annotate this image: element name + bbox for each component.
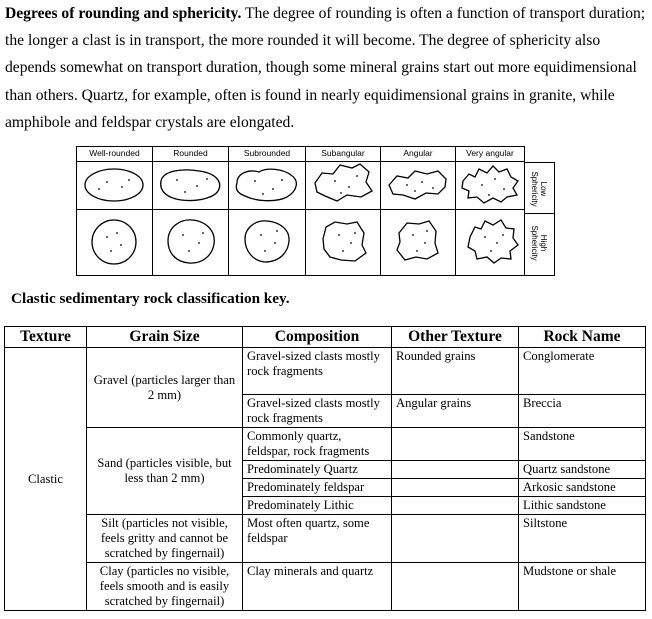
classification-table xyxy=(4,326,646,611)
column-label-subrounded: Subrounded xyxy=(229,147,305,162)
table-row xyxy=(5,563,646,611)
grain-very-angular-high xyxy=(468,220,518,263)
table-row xyxy=(5,348,646,395)
high-sphericity-label: High Sphericity xyxy=(530,225,548,261)
grain-well-rounded-high xyxy=(92,220,136,264)
other-texture-cell xyxy=(392,563,519,611)
grain-very-angular-low xyxy=(462,166,518,203)
grain-size-gravel: Gravel (particles larger than 2 mm) xyxy=(87,348,243,428)
table-row xyxy=(5,428,646,461)
grain-size-clay: Clay (particles no visible, feels smooth and is easily scratched by fingernail) xyxy=(87,563,243,611)
header-rock-name: Rock Name xyxy=(519,327,646,348)
grain-subrounded-high xyxy=(245,221,289,262)
grain-size-sand: Sand (particles visible, but less than 2 mm) xyxy=(87,428,243,515)
other-texture-cell xyxy=(392,461,519,479)
grain-subrounded-low xyxy=(236,169,296,201)
rock-name-cell: Lithic sandstone xyxy=(519,497,646,515)
column-label-angular: Angular xyxy=(381,147,455,162)
composition-cell: Most often quartz, some feldspar xyxy=(243,515,392,563)
grain-rounded-high xyxy=(168,220,214,263)
other-texture-cell: Angular grains xyxy=(392,395,519,428)
column-label-subangular: Subangular xyxy=(306,147,380,162)
intro-heading: Degrees of rounding and sphericity. xyxy=(5,5,242,22)
header-grain-size: Grain Size xyxy=(87,327,243,348)
column-label-rounded: Rounded xyxy=(153,147,228,162)
grain-angular-high xyxy=(397,221,438,260)
table-row xyxy=(5,515,646,563)
composition-cell: Predominately Lithic xyxy=(243,497,392,515)
composition-cell: Predominately Quartz xyxy=(243,461,392,479)
low-sphericity-label: Low Sphericity xyxy=(530,171,548,207)
sphericity-label-column xyxy=(525,162,555,276)
other-texture-cell xyxy=(392,515,519,563)
grain-sketches xyxy=(77,147,524,275)
header-texture: Texture xyxy=(5,327,87,348)
rounding-sphericity-chart xyxy=(76,146,525,276)
grain-subangular-low xyxy=(315,164,372,201)
intro-paragraph xyxy=(5,0,647,136)
table-header-row xyxy=(5,327,646,348)
grain-rounded-low xyxy=(161,170,220,201)
grain-angular-low xyxy=(389,171,446,199)
column-label-well-rounded: Well-rounded xyxy=(77,147,152,162)
grain-well-rounded-low xyxy=(85,169,143,201)
rock-name-cell: Conglomerate xyxy=(519,348,646,395)
rock-name-cell: Breccia xyxy=(519,395,646,428)
other-texture-cell xyxy=(392,428,519,461)
column-label-very-angular: Very angular xyxy=(456,147,524,162)
other-texture-cell xyxy=(392,479,519,497)
composition-cell: Clay minerals and quartz xyxy=(243,563,392,611)
header-composition: Composition xyxy=(243,327,392,348)
composition-cell: Commonly quartz, feldspar, rock fragments xyxy=(243,428,392,461)
rock-name-cell: Arkosic sandstone xyxy=(519,479,646,497)
composition-cell: Gravel-sized clasts mostly rock fragments xyxy=(243,395,392,428)
composition-cell: Gravel-sized clasts mostly rock fragments xyxy=(243,348,392,395)
rock-name-cell: Quartz sandstone xyxy=(519,461,646,479)
texture-cell: Clastic xyxy=(5,348,87,611)
table-title: Clastic sedimentary rock classification key. xyxy=(11,290,290,307)
other-texture-cell: Rounded grains xyxy=(392,348,519,395)
grain-subangular-high xyxy=(323,222,366,261)
composition-cell: Predominately feldspar xyxy=(243,479,392,497)
rock-name-cell: Sandstone xyxy=(519,428,646,461)
intro-text: The degree of rounding is often a function of transport duration; the longer a clast is in transport, the more rounded it will become. The degree of sphericity also depends somewhat on transport duration, though some mineral grains start out more equidimensional than others. Quartz, for example, often is found in nearly equidimensional grains in granite, while amphibole and feldspar crystals are elongated. xyxy=(5,5,646,131)
header-other-texture: Other Texture xyxy=(392,327,519,348)
grain-size-silt: Silt (particles not visible, feels gritty and cannot be scratched by fingernail) xyxy=(87,515,243,563)
other-texture-cell xyxy=(392,497,519,515)
rock-name-cell: Mudstone or shale xyxy=(519,563,646,611)
rock-name-cell: Siltstone xyxy=(519,515,646,563)
